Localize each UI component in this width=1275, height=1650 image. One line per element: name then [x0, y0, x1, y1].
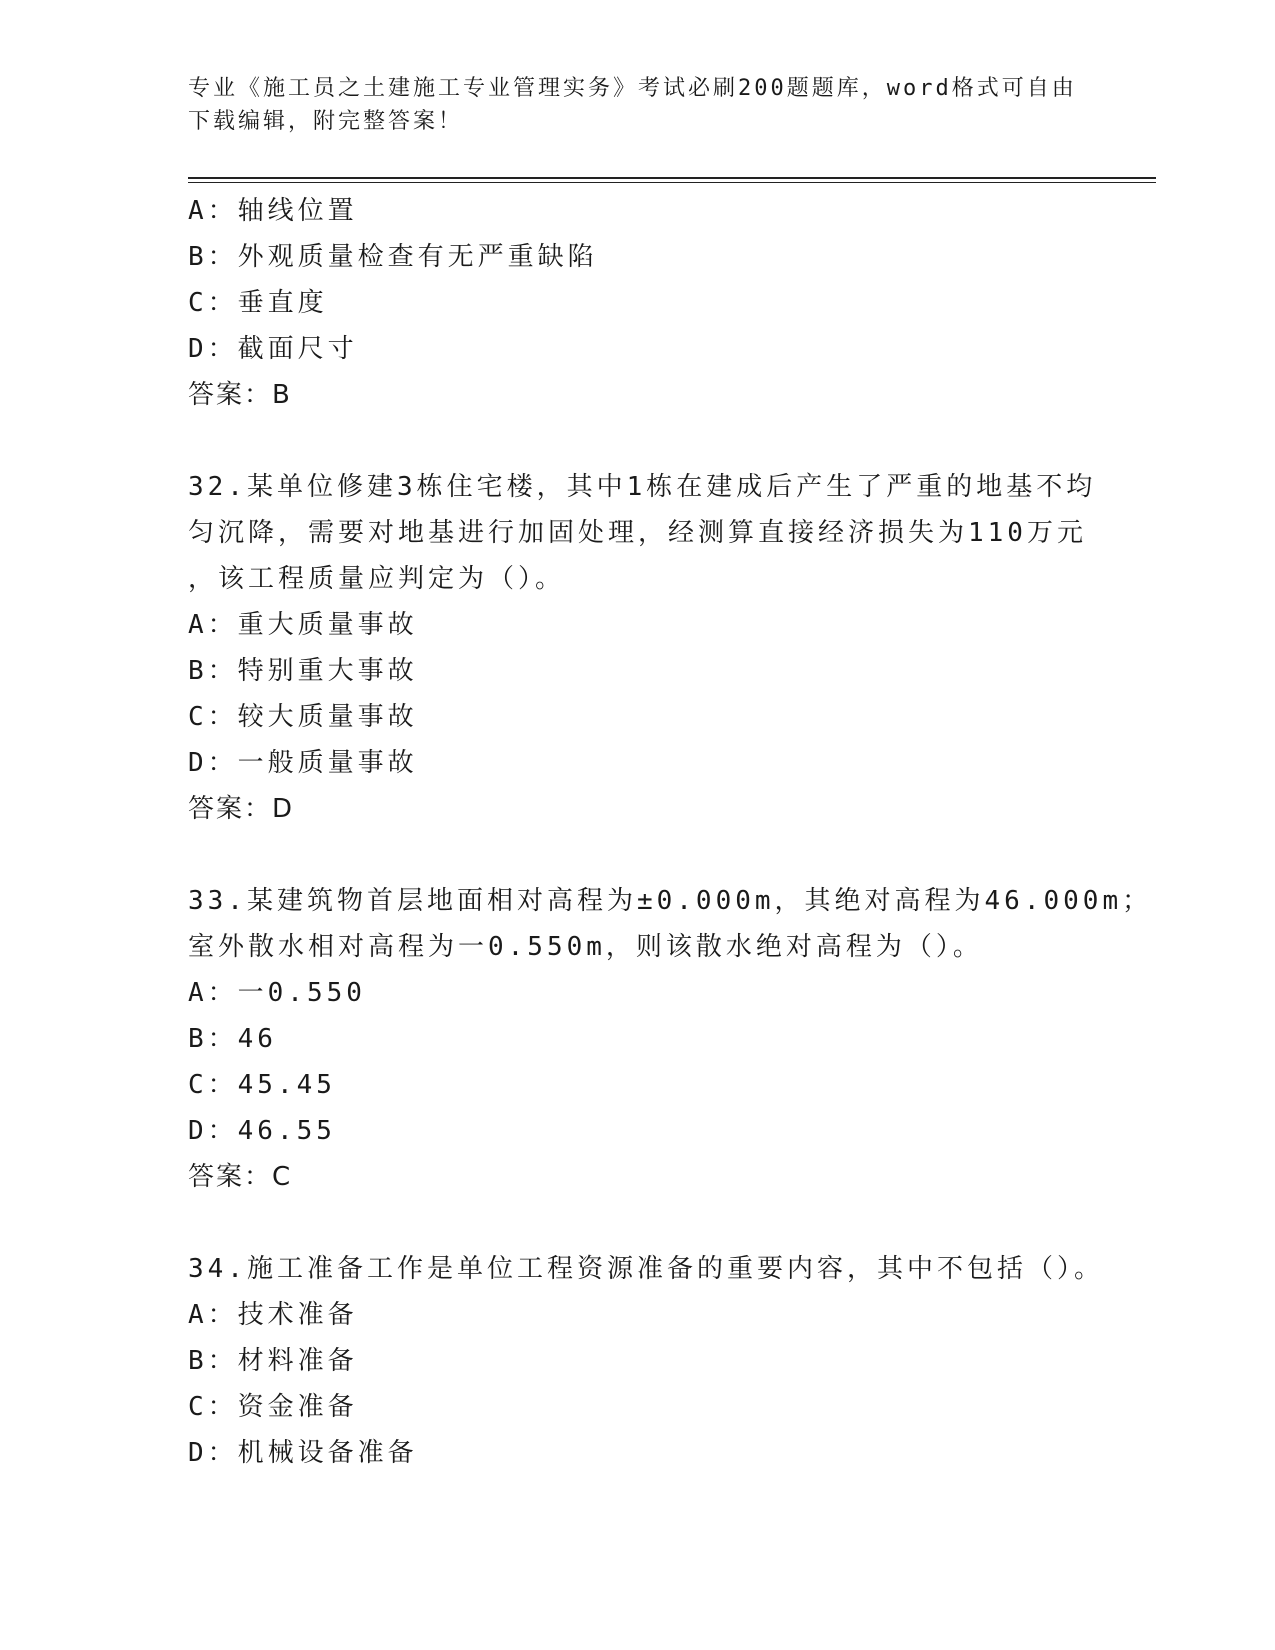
question-33	[188, 878, 1153, 1200]
header-line-1: 专业《施工员之土建施工专业管理实务》考试必刷200题题库，word格式可自由	[188, 76, 1077, 101]
spacer	[188, 1200, 1088, 1246]
option-b: B：外观质量检查有无严重缺陷	[188, 242, 598, 272]
question-stem-line: 匀沉降，需要对地基进行加固处理，经测算直接经济损失为110万元	[188, 518, 1087, 548]
answer-line: 答案：B	[188, 380, 292, 410]
option-b: B：特别重大事故	[188, 656, 418, 686]
option-b: B：46	[188, 1024, 277, 1054]
option-c: C：较大质量事故	[188, 702, 418, 732]
option-b: B：材料准备	[188, 1346, 358, 1376]
option-a: A：一0.550	[188, 978, 366, 1008]
option-a: A：技术准备	[188, 1300, 358, 1330]
question-stem-line: 34.施工准备工作是单位工程资源准备的重要内容，其中不包括（）。	[188, 1254, 1104, 1284]
header-line-2: 下载编辑，附完整答案！	[188, 109, 464, 134]
option-d: D：46.55	[188, 1116, 336, 1146]
question-stem-line: 33.某建筑物首层地面相对高程为±0.000m，其绝对高程为46.000m；	[188, 886, 1153, 916]
option-a: A：轴线位置	[188, 196, 358, 226]
answer-line: 答案：C	[188, 1162, 293, 1192]
question-32	[188, 464, 1097, 832]
document-header	[188, 72, 1088, 138]
option-d: D：机械设备准备	[188, 1438, 418, 1468]
header-divider-thick	[188, 177, 1156, 179]
option-d: D：截面尺寸	[188, 334, 358, 364]
option-c: C：垂直度	[188, 288, 328, 318]
header-divider-thin	[188, 182, 1156, 183]
question-stem-line: ，该工程质量应判定为（）。	[188, 564, 566, 594]
answer-line: 答案：D	[188, 794, 295, 824]
question-stem-line: 室外散水相对高程为一0.550m，则该散水绝对高程为（）。	[188, 932, 983, 962]
question-34	[188, 1246, 1104, 1476]
question-stem-line: 32.某单位修建3栋住宅楼，其中1栋在建成后产生了严重的地基不均	[188, 472, 1097, 502]
spacer	[188, 832, 1088, 878]
spacer	[188, 418, 1088, 464]
option-d: D：一般质量事故	[188, 748, 418, 778]
option-c: C：45.45	[188, 1070, 336, 1100]
question-list	[188, 188, 1153, 1476]
question-31	[188, 188, 1088, 418]
option-c: C：资金准备	[188, 1392, 358, 1422]
option-a: A：重大质量事故	[188, 610, 418, 640]
